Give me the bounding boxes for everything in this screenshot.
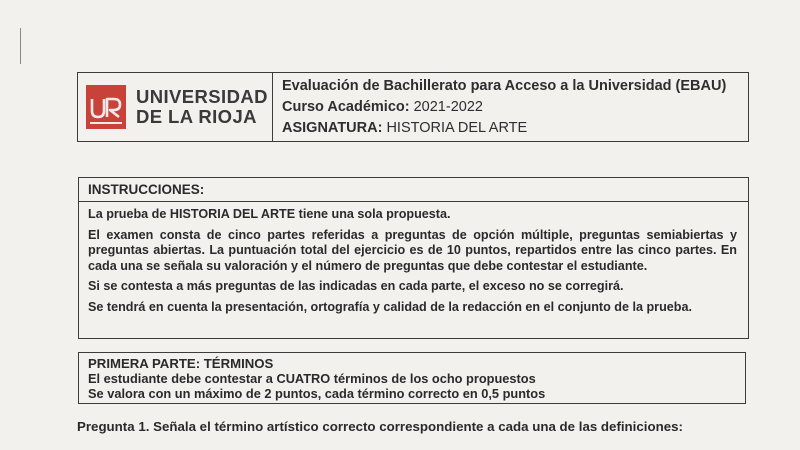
page-margin-mark — [20, 28, 21, 64]
course-value: 2021-2022 — [413, 99, 483, 115]
subject-line — [282, 118, 748, 139]
part-one-title: PRIMERA PARTE: TÉRMINOS — [88, 356, 274, 371]
university-name — [136, 87, 268, 127]
university-logo-icon — [86, 85, 126, 129]
exam-header — [77, 72, 749, 142]
part-one-instruction: El estudiante debe contestar a CUATRO términos de los ocho propuestos — [88, 371, 536, 386]
course-label: Curso Académico: — [282, 99, 410, 115]
part-one-scoring: Se valora con un máximo de 2 puntos, cada término correcto en 0,5 puntos — [88, 386, 546, 401]
university-name-line1: UNIVERSIDAD — [136, 86, 268, 107]
question-1: Pregunta 1. Señala el término artístico correcto correspondiente a cada una de las definiciones: — [77, 419, 683, 434]
instructions-body — [79, 202, 748, 315]
part-one-box — [78, 352, 746, 404]
instruction-paragraph: Se tendrá en cuenta la presentación, ortografía y calidad de la redacción en el conjunto de la prueba. — [88, 299, 692, 314]
university-logo-block — [78, 73, 273, 141]
exam-title: Evaluación de Bachillerato para Acceso a la Universidad (EBAU) — [282, 78, 727, 94]
university-name-line2: DE LA RIOJA — [136, 106, 257, 127]
instruction-paragraph: La prueba de HISTORIA DEL ARTE tiene una sola propuesta. — [88, 207, 451, 221]
exam-info — [273, 73, 748, 141]
instruction-paragraph: Si se contesta a más preguntas de las indicadas en cada parte, el exceso no se corregirá. — [88, 279, 624, 293]
course-line — [282, 97, 748, 118]
subject-value: HISTORIA DEL ARTE — [386, 120, 528, 136]
subject-label: ASIGNATURA: — [282, 120, 383, 136]
instruction-paragraph: El examen consta de cinco partes referidas a preguntas de opción múltiple, preguntas semiabiertas y preguntas abiertas. La puntuación total del ejercicio es de 10 puntos, repartidos entre las cinco partes. En cada una se señala su valoración y el número de preguntas que debe contestar el estudiante. — [88, 227, 737, 273]
instructions-box — [78, 177, 749, 339]
instructions-title: INSTRUCCIONES: — [79, 178, 748, 202]
